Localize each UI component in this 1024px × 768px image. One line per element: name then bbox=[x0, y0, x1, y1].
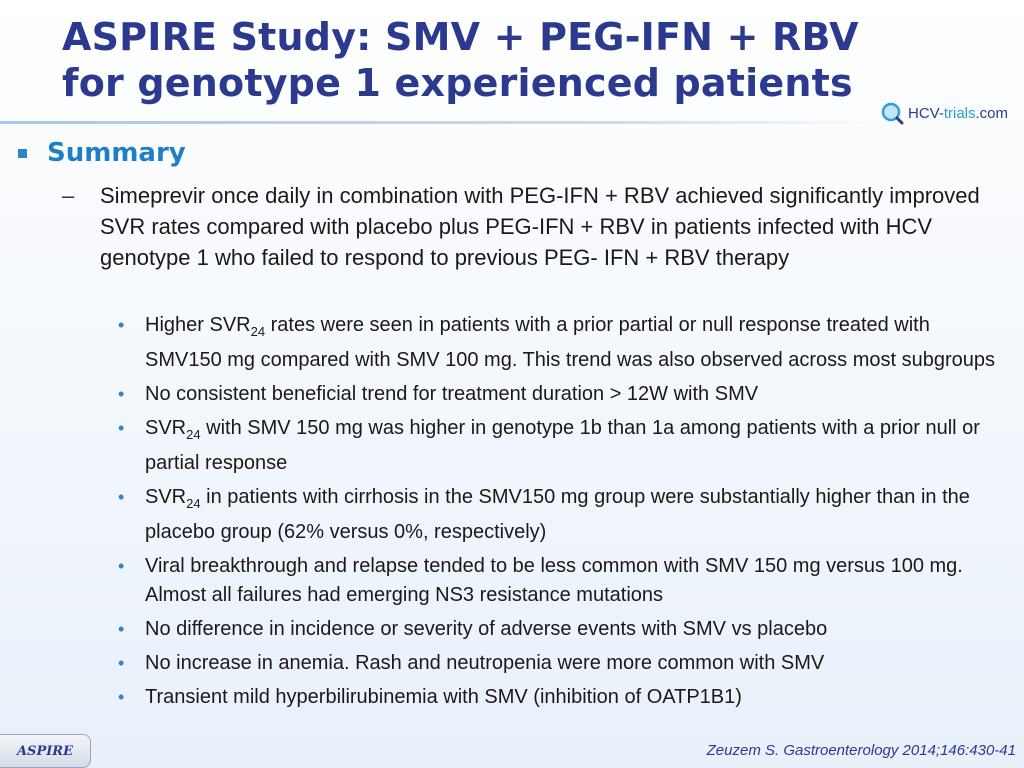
bullet-item bbox=[118, 615, 998, 644]
square-bullet-icon bbox=[18, 149, 27, 158]
magnifier-logo-icon bbox=[880, 101, 904, 125]
dash-bullet-icon: – bbox=[62, 183, 75, 208]
round-bullet-icon: • bbox=[118, 315, 125, 335]
bullet-text: No increase in anemia. Rash and neutropenia were more common with SMV bbox=[145, 652, 825, 674]
bullet-subscript: 24 bbox=[186, 496, 201, 511]
bullet-text-continued: with SMV 150 mg was higher in genotype 1b than 1a among patients with a prior null or partial response bbox=[145, 417, 980, 474]
bullet-text: Transient mild hyperbilirubinemia with SMV (inhibition of OATP1B1) bbox=[145, 686, 742, 708]
logo-text-com: .com bbox=[975, 104, 1009, 122]
main-point bbox=[62, 180, 992, 273]
round-bullet-icon: • bbox=[118, 384, 125, 404]
bullet-item bbox=[118, 552, 998, 610]
logo-text bbox=[908, 105, 1008, 122]
bullet-item bbox=[118, 414, 998, 478]
bullet-item bbox=[118, 311, 998, 375]
detail-bullet-list bbox=[118, 311, 998, 717]
bullet-subscript: 24 bbox=[250, 324, 266, 339]
reference-citation: Zeuzem S. Gastroenterology 2014;146:430-41 bbox=[706, 742, 1016, 759]
slide-title bbox=[62, 14, 859, 106]
bullet-text-continued: rates were seen in patients with a prior partial or null response treated with SMV150 mg compared with SMV 100 mg. This trend was also observed across most subgroups bbox=[145, 314, 996, 371]
round-bullet-icon: • bbox=[118, 619, 125, 639]
round-bullet-icon: • bbox=[118, 487, 125, 507]
bullet-text: SVR bbox=[145, 417, 187, 439]
hcv-trials-logo bbox=[880, 98, 1008, 128]
main-point-text: Simeprevir once daily in combination with PEG-IFN + RBV achieved significantly improved SVR rates compared with placebo plus PEG-IFN + RBV in patients infected with HCV genotype 1 who failed to respond to previous PEG- IFN + RBV therapy bbox=[100, 183, 980, 270]
bullet-text: No difference in incidence or severity of adverse events with SMV vs placebo bbox=[145, 618, 828, 640]
logo-text-hcv: HCV- bbox=[908, 104, 944, 122]
title-line-2: for genotype 1 experienced patients bbox=[62, 61, 853, 105]
bullet-text-continued: in patients with cirrhosis in the SMV150 mg group were substantially higher than in the placebo group (62% versus 0%, respectively) bbox=[145, 486, 970, 543]
bullet-item bbox=[118, 483, 998, 547]
summary-label: Summary bbox=[47, 138, 186, 168]
bullet-item bbox=[118, 683, 998, 712]
round-bullet-icon: • bbox=[118, 687, 125, 707]
bullet-item bbox=[118, 380, 998, 409]
round-bullet-icon: • bbox=[118, 653, 125, 673]
summary-heading bbox=[18, 138, 186, 168]
bullet-text: Higher SVR bbox=[145, 314, 251, 336]
study-tag: ASPIRE bbox=[0, 734, 91, 768]
bullet-text: No consistent beneficial trend for treatment duration > 12W with SMV bbox=[145, 383, 759, 405]
bullet-text: SVR bbox=[145, 486, 187, 508]
title-divider bbox=[0, 121, 880, 124]
logo-text-trials: trials bbox=[943, 104, 976, 122]
bullet-item bbox=[118, 649, 998, 678]
title-line-1: ASPIRE Study: SMV + PEG-IFN + RBV bbox=[62, 15, 859, 59]
round-bullet-icon: • bbox=[118, 418, 125, 438]
bullet-text: Viral breakthrough and relapse tended to be less common with SMV 150 mg versus 100 mg. Almost all failures had emerging NS3 resistance mutations bbox=[145, 555, 963, 606]
round-bullet-icon: • bbox=[118, 556, 125, 576]
bullet-subscript: 24 bbox=[186, 427, 201, 442]
